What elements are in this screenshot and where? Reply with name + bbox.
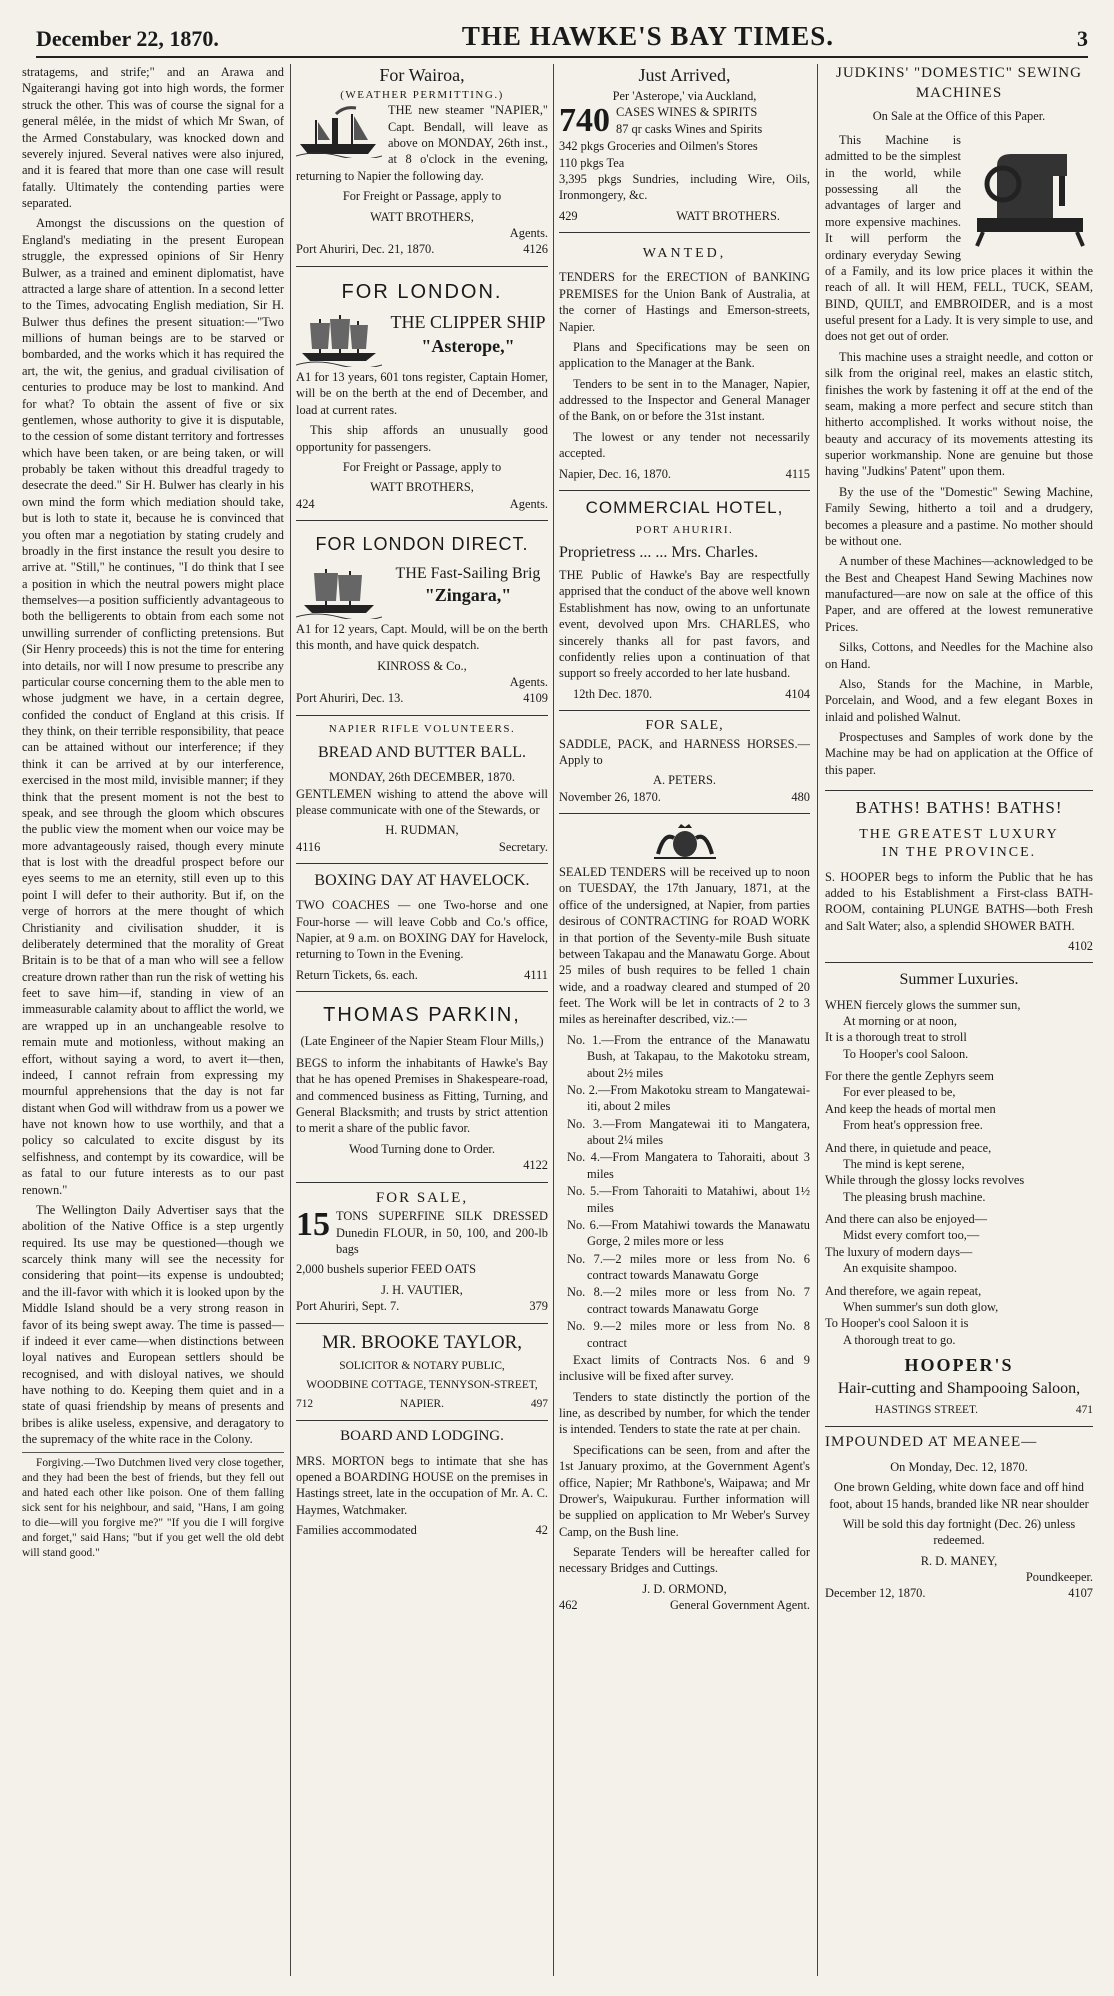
anecdote-forgiving: Forgiving.—Two Dutchmen lived very close together, and they had been the best of friends, but they fell out and hated each other like poison. One of them falling sick sent for his neighbour, and said, "Hans, I am going to die—will you forgive me?" "If you die I will forgive and forget," said Hans; "but if you get well the old debt will stand good." <box>22 1456 284 1559</box>
list-item: No. 4.—From Mangatera to Tahoraiti, about 3 miles <box>567 1150 810 1181</box>
poem-line: The mind is kept serene, <box>843 1156 965 1171</box>
ad-title: Just Arrived, <box>638 65 731 85</box>
list-item: No. 8.—2 miles more or less from No. 7 contract towards Manawatu Gorge <box>567 1285 810 1316</box>
poem-line: For ever pleased to be, <box>843 1085 956 1100</box>
ad-saddle-horses <box>559 711 810 814</box>
ad-flour <box>296 1183 548 1324</box>
ad-address: WOODBINE COTTAGE, TENNYSON-STREET, <box>306 1378 538 1391</box>
ad-text: A number of these Machines—acknowledged to be the Best and Cheapest Hand Sewing Machines now manufactured—are now on sale at the office of this Paper, and are offered at the lowest remunerative Prices. <box>825 554 1093 634</box>
poem-line: The pleasing brush machine. <box>843 1189 986 1204</box>
ad-tickets: Return Tickets, 6s. each. <box>296 967 418 982</box>
ship-line: THE CLIPPER SHIP <box>390 312 546 333</box>
ad-title: THOMAS PARKIN, <box>323 1004 521 1027</box>
ad-title: BOXING DAY AT HAVELOCK. <box>314 872 530 890</box>
ad-line: CASES WINES & SPIRITS <box>616 105 758 120</box>
ad-title: COMMERCIAL HOTEL, <box>585 497 784 517</box>
ad-line: 3,395 pkgs Sundries, including Wire, Oils, Ironmongery, &c. <box>559 171 810 203</box>
clipper-ship-icon <box>296 313 382 367</box>
ad-text: Exact limits of Contracts Nos. 6 and 9 inclusive will be fixed after survey. <box>559 1352 810 1384</box>
poem-line: A thorough treat to go. <box>843 1332 956 1347</box>
poem-line: An exquisite shampoo. <box>843 1261 957 1276</box>
ad-title: BOARD AND LODGING. <box>340 1427 504 1444</box>
ad-date: MONDAY, 26th DECEMBER, 1870. <box>329 770 515 785</box>
issue-date: December 22, 1870. <box>36 26 219 51</box>
ad-place: Port Ahuriri, Sept. 7. <box>296 1299 400 1314</box>
list-item: No. 3.—From Mangatewai iti to Mangatera, about 2¼ miles <box>567 1116 810 1147</box>
ad-commercial-hotel <box>559 491 810 711</box>
column-ads-3 <box>825 64 1093 1976</box>
ad-number: 497 <box>530 1397 548 1410</box>
ad-number: 379 <box>529 1299 548 1314</box>
ad-rifle-volunteers <box>296 716 548 865</box>
ad-freight: For Freight or Passage, apply to <box>342 459 502 474</box>
ad-sewing-machines <box>825 64 1093 791</box>
ship-name: "Asterope," <box>421 335 515 356</box>
ad-title: FOR LONDON DIRECT. <box>315 534 529 555</box>
ad-text: This Machine is admitted to be the simplest in the world, while possessing all the advantages of larger and more expensive machines. It will perform the ordinary everyday Sewing of a Family, and its low price places it within the reach of all. It will HEM, FELL, TUCK, SEAM, BIND, QUILT, and EMBROIDER, and is a most useful present for a Lady. It is very simple to use, and does not get out of order. <box>825 132 1093 344</box>
ad-just-arrived <box>559 64 810 233</box>
ad-agents-label: Agents. <box>509 225 548 240</box>
poem-line: Midst every comfort too,— <box>843 1228 980 1243</box>
poem-line: To Hooper's cool Saloon it is <box>825 1316 969 1331</box>
ad-number: 4109 <box>523 691 548 706</box>
column-rule <box>553 64 554 1976</box>
ad-subtitle: (Late Engineer of the Napier Steam Flour Mills,) <box>300 1033 544 1048</box>
ad-date: Napier, Dec. 16, 1870. <box>559 466 672 481</box>
ad-line: 342 pkgs Groceries and Oilmen's Stores <box>559 139 758 154</box>
ad-summer-luxuries <box>825 963 1093 1427</box>
ad-number: 4104 <box>785 686 810 701</box>
ad-thomas-parkin <box>296 992 548 1182</box>
ship-line: THE Fast-Sailing Brig <box>395 564 541 582</box>
ad-text: THE Public of Hawke's Bay are respectfully apprised that the conduct of the above well known Establishment has now, owing to an unfortunate event, devolved upon Mrs. CHARLES, who sincerely thanks all for past favors, and confidently relies upon a continuation of that support so freely accorded to her late husband. <box>559 568 810 681</box>
ad-text: One brown Gelding, white down face and off hind foot, about 15 hands, branded like NR near shoulder <box>829 1480 1089 1511</box>
ad-text: Plans and Specifications may be seen on application to the Manager at the Bank. <box>559 339 810 371</box>
ad-role: Secretary. <box>498 839 548 854</box>
ad-per: Per 'Asterope,' via Auckland, <box>612 88 757 103</box>
ad-name: J. D. ORMOND, <box>642 1581 727 1596</box>
poem-line: From heat's oppression free. <box>843 1118 983 1133</box>
list-item: No. 6.—From Matahiwi towards the Manawatu Gorge, 2 miles more or less <box>567 1217 810 1249</box>
ad-subtitle: (WEATHER PERMITTING.) <box>340 88 504 101</box>
ad-title: BREAD AND BUTTER BALL. <box>318 744 526 762</box>
poem-line: While through the glossy locks revolves <box>825 1173 1025 1188</box>
column-news <box>22 64 284 1976</box>
list-item: No. 2.—From Makotoku stream to Mangatewai-iti, about 2 miles <box>567 1082 810 1114</box>
list-item: No. 7.—2 miles more or less from No. 6 contract towards Manawatu Gorge <box>567 1251 810 1282</box>
ad-subtitle: IN THE PROVINCE. <box>881 845 1037 861</box>
ad-text: A1 for 12 years, Capt. Mould, will be on the berth this month, and have quick despatch. <box>296 621 548 653</box>
poem-line: And therefore, we again repeat, <box>825 1283 982 1298</box>
ad-text: GENTLEMEN wishing to attend the above will please communicate with one of the Stewards, or <box>296 786 548 818</box>
ad-text: TWO COACHES — one Two-horse and one Four-horse — will leave Cobb and Co.'s office, Napier, at 9 a.m. on BOXING DAY for Havelock, returning to Town in the Evening. <box>296 898 548 962</box>
ad-sale: On Sale at the Office of this Paper. <box>872 108 1046 123</box>
ad-agent: WATT BROTHERS, <box>370 480 474 495</box>
ad-date: November 26, 1870. <box>559 789 661 804</box>
article-paragraph: stratagems, and strife;" and an Arawa and Ngaiterangi having got into high words, the former struck the other. This was of course the signal for a general mêlée, in the midst of which Mr Swan, of the Armed Constabulary, was knocked down and severely injured. Several natives were also injured, and it is feared that more than one case will result fatally. Ultimately the contending parties were separated. <box>22 65 284 210</box>
list-item: No. 9.—2 miles more or less from No. 8 contract <box>567 1319 810 1350</box>
ad-oats: 2,000 bushels superior FEED OATS <box>296 1262 477 1277</box>
ad-london-direct <box>296 521 548 716</box>
ad-wood-turning: Wood Turning done to Order. <box>349 1141 495 1156</box>
ad-freight: For Freight or Passage, apply to <box>342 189 502 204</box>
ad-name: J. H. VAUTIER, <box>381 1282 463 1297</box>
ad-place: Port Ahuriri, Dec. 21, 1870. <box>296 242 435 257</box>
ad-number: 480 <box>791 789 810 804</box>
poem-line: And there can also be enjoyed— <box>825 1212 988 1227</box>
ad-number: 4115 <box>785 466 810 481</box>
ad-role: Poundkeeper. <box>1025 1570 1093 1585</box>
ship-name: "Zingara," <box>424 584 512 605</box>
ad-subtitle: PORT AHURIRI. <box>635 524 734 537</box>
ad-text: SADDLE, PACK, and HARNESS HORSES.—Apply to <box>559 736 810 767</box>
page-number: 3 <box>1077 26 1088 51</box>
ad-street: HASTINGS STREET. <box>875 1403 978 1416</box>
ad-agents-label: Agents. <box>509 674 548 689</box>
ad-text: S. HOOPER begs to inform the Public that he has added to his Establishment a First-class BATH-ROOM, containing PLUNGE BATHS—both Fresh and Salt Water; also, a splendid SHOWER BATH. <box>825 869 1093 933</box>
ad-title: Summer Luxuries. <box>899 971 1019 989</box>
ad-number: 4102 <box>1068 939 1093 954</box>
ad-text: TENDERS for the ERECTION of BANKING PREMISES for the Union Bank of Australia, at the corner of Hastings and Emerson-streets, Napier. <box>559 270 810 334</box>
ad-number: 42 <box>535 1523 548 1538</box>
ad-text: MRS. MORTON begs to intimate that she has opened a BOARDING HOUSE on the premises in Hastings street, late in the occupation of Mr. A. C. Haymes, Watchmaker. <box>296 1453 548 1517</box>
ad-title: MR. BROOKE TAYLOR, <box>321 1331 523 1353</box>
ad-quantity: 15 <box>296 1206 330 1244</box>
poem-line: When summer's sun doth glow, <box>843 1299 999 1314</box>
poem-line: At morning or at noon, <box>843 1013 957 1028</box>
ad-text: This ship affords an unusually good opportunity for passengers. <box>296 423 548 454</box>
ad-number: 4126 <box>523 242 548 257</box>
ad-name: A. PETERS. <box>653 773 716 788</box>
ad-date: 12th Dec. 1870. <box>573 686 653 701</box>
ad-title: For Wairoa, <box>379 65 465 85</box>
ad-families: Families accommodated <box>296 1523 417 1538</box>
ad-text: A1 for 13 years, 601 tons register, Captain Homer, will be on the berth at the end of December, and load at current rates. <box>296 370 548 417</box>
ad-text: By the use of the "Domestic" Sewing Machine, Family Sewing, hitherto a toil and a drudgery, becomes a pleasure and a pastime. No mother should be without one. <box>825 484 1093 548</box>
ad-text: Separate Tenders will be hereafter called for necessary Bridges and Cuttings. <box>559 1545 810 1576</box>
article-paragraph: The Wellington Daily Advertiser says that the abolition of the Native Office is a step urgently required. Its use may be questioned—though we scarcely think many will see the necessity for considering that point—its expense is undoubted; and the ill-favor with which it is looked upon by the Middle Island should be a very strong reason in favor of its being swept away. The time is passed—if indeed it ever came—when distinctions between loyal natives and European settlers should be recognised, and with disloyal natives, we should have nothing to do. Keeping them quiet and in a state of quasi friendship by means of presents and bribes is alike useless, expensive, and deragatory to the supremacy of the white race in the Colony. <box>22 1202 284 1447</box>
ad-subtitle: THE GREATEST LUXURY <box>859 826 1059 842</box>
column-ads-1 <box>296 64 548 1976</box>
ad-text: The lowest or any tender not necessarily accepted. <box>559 429 810 461</box>
ad-sale: Will be sold this day fortnight (Dec. 26) unless redeemed. <box>842 1516 1076 1548</box>
ad-number: 429 <box>559 208 578 223</box>
column-rule <box>817 64 818 1976</box>
ad-name: H. RUDMAN, <box>385 823 459 838</box>
ad-baths <box>825 791 1093 963</box>
ad-road-tenders <box>559 814 810 1622</box>
poem-line: For there the gentle Zephyrs seem <box>825 1069 994 1084</box>
poem-line: And keep the heads of mortal men <box>825 1101 996 1116</box>
ad-title: FOR SALE, <box>645 718 724 734</box>
ad-wanted <box>559 233 810 491</box>
poem-line: It is a thorough treat to stroll <box>825 1030 967 1045</box>
ad-number: 4107 <box>1068 1586 1093 1601</box>
poem-line: The luxury of modern days— <box>825 1244 973 1259</box>
ad-text: SEALED TENDERS will be received up to noon on TUESDAY, the 17th January, 1871, at the office of the undersigned, at Napier, from parties desirous of CONTRACTING for ROAD WORK in that portion of the Seventy-mile Bush situate between Takapau and the Manawatu Gorge. About 25 miles of bush requires to be felled 1 chain wide, and a roadway cleared and stumped of 20 feet. The Work will be let in contracts of 2 to 3 miles as hereinafter described, viz.:— <box>559 865 810 1027</box>
ad-title: IMPOUNDED AT MEANEE— <box>825 1433 1038 1450</box>
ad-text: Prospectuses and Samples of work done by the Machine may be had on application at the Office of this paper. <box>825 730 1093 777</box>
ad-number: 4122 <box>523 1158 548 1173</box>
ad-text: THE new steamer "NAPIER," Capt. Bendall, will leave as above on MONDAY, 26th inst., at 8 o'clock in the evening, returning to Napier the following day. <box>296 103 548 183</box>
masthead <box>36 18 1088 58</box>
ad-text: Tenders to be sent in to the Manager, Napier, addressed to the Inspector and General Manager of the Bank, on or before the 31st instant. <box>559 376 810 424</box>
ad-line: 110 pkgs Tea <box>559 155 625 170</box>
article-paragraph: Amongst the discussions on the question of England's mediating in the present European struggle, the expressed opinions of Sir Henry Bulwer, as a trained and eminent diplomatist, have attracted a large share of attention. In a second letter to the Times, advocating English mediation, Sir H. Bulwer thus defines the present situation:—"Two millions of human beings are to be starved or bombarded, and the works which it has required the art, the wit, the genius, and gradual civilisation of centuries to produce may be lost to mankind. And for what? To obtain the assent of five or six gentlemen, whose authority to give it is disputable, to the cession of some distant territory and fortresses which have been taken, or are being taken, or will probably be taken without this dreadful tragedy to desecrate the deed." Sir H. Bulwer has clearly in his own mind the form which mediation should take, but is loth to state it, because he is convinced that you often mar a negotiation by stating crudely and broadly in the first instance the result you desire to arrive at. "Still," he continues, "I do think that I see a position in which the neutral powers might place themselves—a position sufficiently advantageous to both the belligerents to obtain from each some not unwilling surrender of conflicting pretensions. But (Sir Henry proceeds) this is not the time for entering into details, nor will I now presume to prescribe any particular course concerning them to the able men to whose judgment we have, in a certain degree, confided the conduct of England at this crisis. If they think, on their terrible responsibility, that peace can be attained without our interference; if they think it can be arrived at by our interference, exercised in the most mild, invisible manner; if they think that the present moment is not the best to speak, and see through the gloom which obscures the public view the moment when our voice may be more advantageously raised, though every minute that is lost with the dreadful prospect before our eyes seems to me an eternity, still even up to this point I will defer to their authority. But if, on the verge of horrors at the mere thought of which Christianity and civilisation shudder, it is deliberately determined that the morality of Great Britain is to be that of a man who will see a fellow creature drown rather than run the risk of wetting his feet to save him—if, standing in view of an immeasurable calamity about to afflict the world, we are wrapped up in an unchangeable resolve to remain mute and motionless, without making an effort, without saying a word, to avert it—then, indeed, I cannot refrain from expressing my mournful apprehensions that the day is not far distant when God will withdraw from us a power we have not known how to use worthily, and that a policy so calculated to excite disgust by its selfishness, and contempt by its cowardice, will be as fatal to our future interests as to our past renown." <box>22 216 284 1197</box>
list-item: No. 5.—From Tahoraiti to Matahiwi, about 1½ miles <box>567 1184 810 1215</box>
ad-number: 4116 <box>296 839 321 854</box>
ad-text: This machine uses a straight needle, and cotton or silk from the original reel, makes an elastic stitch, finishes the work by fastening it off at the end of the seam, making a more perfect and secure stitch than hitherto accomplished. It works without noise, the beauty and accuracy of its movements attesting its superior workmanship. None are genuine but those having "Judkins' Patent" upon them. <box>825 349 1093 479</box>
ad-subtitle: SOLICITOR & NOTARY PUBLIC, <box>339 1359 505 1372</box>
sewing-machine-icon <box>967 136 1093 248</box>
royal-arms-icon <box>650 824 720 860</box>
ad-boxing-day <box>296 864 548 992</box>
ad-title: JUDKINS' "DOMESTIC" SEWING MACHINES <box>836 65 1082 101</box>
column-rule <box>290 64 291 1976</box>
ad-role: General Government Agent. <box>669 1598 810 1613</box>
ad-text: BEGS to inform the inhabitants of Hawke's Bay that he has opened Premises in Shakespeare-road, and commenced business as Fitting, Turning, and General Blacksmith; and trusts by strict attention to merit a share of the public favor. <box>296 1055 548 1136</box>
ad-agent: WATT BROTHERS. <box>676 208 780 223</box>
ad-london <box>296 267 548 521</box>
ad-proprietress: Proprietress ... ... Mrs. Charles. <box>559 543 759 561</box>
steamer-icon <box>296 104 382 158</box>
ad-number: 424 <box>296 496 315 511</box>
ad-date: On Monday, Dec. 12, 1870. <box>890 1459 1028 1474</box>
poem-line: And there, in quietude and peace, <box>825 1140 992 1155</box>
ad-number: 712 <box>296 1397 314 1410</box>
list-item: No. 1.—From the entrance of the Manawatu Bush, at Takapau, to the Makotoku stream, about 2½ miles <box>567 1032 810 1080</box>
ad-wairoa <box>296 64 548 267</box>
ad-place: Port Ahuriri, Dec. 13. <box>296 691 404 706</box>
ad-text: TONS SUPERFINE SILK DRESSED Dunedin FLOUR, in 50, 100, and 200-lb bags <box>336 1209 548 1257</box>
ad-number: 4111 <box>524 967 548 982</box>
ad-title: FOR LONDON. <box>341 280 503 303</box>
ad-brand: HOOPER'S <box>904 1355 1014 1376</box>
poem-line: WHEN fiercely glows the summer sun, <box>825 997 1021 1012</box>
ad-text: Silks, Cottons, and Needles for the Machine also on Hand. <box>825 640 1093 671</box>
ad-title: WANTED, <box>642 246 727 261</box>
ad-text: Tenders to state distinctly the portion of the line, as described by number, for which the tender is intended. Tenders to state the rate at per chain. <box>559 1389 810 1437</box>
ad-quantity: 740 <box>559 102 610 140</box>
ad-board-lodging <box>296 1421 548 1547</box>
ad-org: NAPIER RIFLE VOLUNTEERS. <box>328 722 516 735</box>
ad-agent: KINROSS & Co., <box>377 658 467 673</box>
ad-line: 87 qr casks Wines and Spirits <box>616 121 763 136</box>
ad-number: 471 <box>1075 1403 1093 1416</box>
ad-service: Hair-cutting and Shampooing Saloon, <box>837 1379 1081 1397</box>
ad-text: Also, Stands for the Machine, in Marble, Porcelain, and Wood, and a few elegant Boxes in inlaid and polished Walnut. <box>825 676 1093 724</box>
ad-agents-label: Agents. <box>509 496 548 511</box>
brig-ship-icon <box>296 565 382 619</box>
ad-number: 462 <box>559 1598 578 1613</box>
ad-town: NAPIER. <box>400 1397 444 1410</box>
ad-brooke-taylor <box>296 1324 548 1421</box>
ad-title: BATHS! BATHS! BATHS! <box>855 798 1063 818</box>
ad-date: December 12, 1870. <box>825 1586 926 1601</box>
newspaper-title: THE HAWKE'S BAY TIMES. <box>461 21 834 51</box>
ad-name: R. D. MANEY, <box>920 1553 998 1568</box>
poem <box>825 997 1093 1349</box>
ad-text: Specifications can be seen, from and after the 1st January proximo, at the Government Agent's office, Napier; Mr Rathbone's, Waipawa; and Mr Drower's, Waipukurau. Further information will be supplied on application to Mr Weber's Survey Camp, on the Bush line. <box>559 1442 810 1539</box>
column-ads-2 <box>559 64 810 1976</box>
ad-title: FOR SALE, <box>375 1189 469 1206</box>
ad-agent: WATT BROTHERS, <box>370 209 474 224</box>
poem-line: To Hooper's cool Saloon. <box>843 1046 969 1061</box>
ad-impounded <box>825 1427 1093 1610</box>
contract-list <box>559 1032 810 1351</box>
